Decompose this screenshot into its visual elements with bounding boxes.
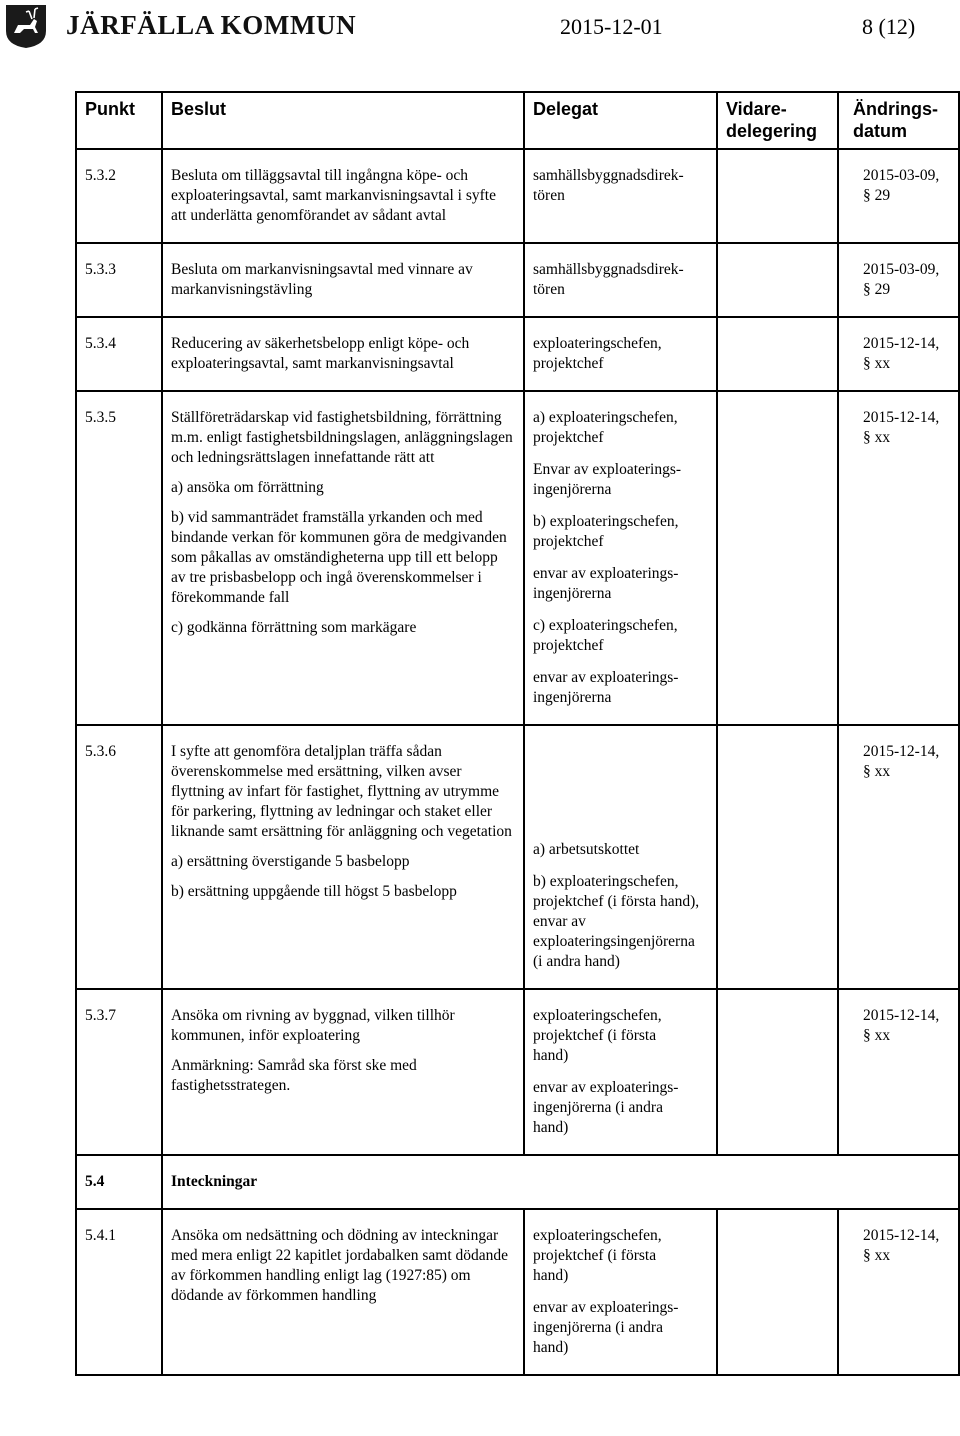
delegat-cell: [524, 149, 717, 243]
punkt-cell: 5.3.5: [76, 391, 162, 725]
punkt-cell: 5.4.1: [76, 1209, 162, 1375]
beslut-paragraph: Ansöka om rivning av byggnad, vilken tillhör kommunen, inför exploatering: [171, 1007, 455, 1044]
beslut-paragraph: Ställföreträdarskap vid fastighetsbildning, förrättning m.m. enligt fastighetsbildningslagen, anläggningslagen och ledningsrättslagen innefattande rätt att: [171, 409, 513, 466]
beslut-cell: [162, 989, 524, 1155]
delegat-item: envar av exploaterings- ingenjörerna: [533, 565, 679, 602]
beslut-paragraph: I syfte att genomföra detaljplan träffa sådan överenskommelse med ersättning, vilken avser flyttning av infart för fastighet, flyttning av utrymme för parkering, flyttning av ledningar och staket eller liknande samt ersättning för anläggning och vegetation: [171, 743, 512, 840]
beslut-paragraph: a) ersättning överstigande 5 basbelopp: [171, 853, 410, 870]
vidaredelegering-cell: [717, 989, 838, 1155]
beslut-cell: [162, 149, 524, 243]
th-delegat: Delegat: [524, 92, 717, 149]
section-number: 5.4: [76, 1155, 162, 1209]
vidaredelegering-cell: [717, 149, 838, 243]
table-row: [76, 1209, 959, 1375]
beslut-paragraph: b) ersättning uppgående till högst 5 basbelopp: [171, 883, 457, 900]
reindeer-seal-icon: [4, 3, 48, 49]
delegat-item: exploateringschefen, projektchef (i första hand): [533, 1227, 662, 1284]
th-punkt: Punkt: [76, 92, 162, 149]
th-beslut: Beslut: [162, 92, 524, 149]
beslut-cell: [162, 1209, 524, 1375]
table-row: [76, 317, 959, 391]
delegat-item: envar av exploaterings- ingenjörerna (i andra hand): [533, 1299, 679, 1356]
vidaredelegering-cell: [717, 1209, 838, 1375]
section-title: Inteckningar: [162, 1155, 959, 1209]
beslut-cell: [162, 725, 524, 989]
delegat-item: a) arbetsutskottet: [533, 841, 640, 858]
delegat-item: a) exploateringschefen, projektchef: [533, 409, 678, 446]
vidaredelegering-cell: [717, 725, 838, 989]
delegat-item: samhällsbyggnadsdirek- tören: [533, 167, 684, 204]
beslut-cell: [162, 243, 524, 317]
andringsdatum-cell: 2015-12-14, § xx: [838, 317, 959, 391]
andringsdatum-cell: 2015-12-14, § xx: [838, 391, 959, 725]
vidaredelegering-cell: [717, 391, 838, 725]
andringsdatum-cell: 2015-03-09, § 29: [838, 243, 959, 317]
beslut-paragraph: Reducering av säkerhetsbelopp enligt köpe- och exploateringsavtal, samt markanvisningsavtal: [171, 335, 470, 372]
table-row: [76, 989, 959, 1155]
delegat-item: Envar av exploaterings- ingenjörerna: [533, 461, 682, 498]
andringsdatum-cell: 2015-12-14, § xx: [838, 1209, 959, 1375]
delegat-item: exploateringschefen, projektchef: [533, 335, 662, 372]
table-body: [76, 149, 959, 1375]
punkt-cell: 5.3.7: [76, 989, 162, 1155]
beslut-paragraph: Ansöka om nedsättning och dödning av inteckningar med mera enligt 22 kapitlet jordabalken samt dödande av förkommen handling enligt lag (1927:85) om dödande av förkommen handling: [171, 1227, 509, 1304]
andringsdatum-cell: 2015-03-09, § 29: [838, 149, 959, 243]
andringsdatum-cell: 2015-12-14, § xx: [838, 725, 959, 989]
beslut-paragraph: Besluta om markanvisningsavtal med vinnare av markanvisningstävling: [171, 261, 473, 298]
delegat-cell: [524, 391, 717, 725]
delegat-item: envar av exploaterings- ingenjörerna: [533, 669, 679, 706]
delegat-cell: [524, 989, 717, 1155]
punkt-cell: 5.3.2: [76, 149, 162, 243]
delegat-item: b) exploateringschefen, projektchef: [533, 513, 679, 550]
vidaredelegering-cell: [717, 317, 838, 391]
document-date: 2015-12-01: [560, 14, 663, 39]
th-vidaredelegering: Vidare- delegering: [717, 92, 838, 149]
punkt-cell: 5.3.4: [76, 317, 162, 391]
table-row: [76, 725, 959, 989]
delegat-item: exploateringschefen, projektchef (i första hand): [533, 1007, 662, 1064]
beslut-paragraph: b) vid sammanträdet framställa yrkanden och med bindande verkan för kommunen göra de medgivanden som påkallas av omständigheterna upp till ett belopp av tre prisbasbelopp och ingå överenskommelser i förekommande fall: [171, 509, 507, 606]
th-andringsdatum: Ändrings- datum: [838, 92, 959, 149]
section-row: [76, 1155, 959, 1209]
beslut-cell: [162, 391, 524, 725]
delegat-cell: [524, 243, 717, 317]
vidaredelegering-cell: [717, 243, 838, 317]
beslut-paragraph: Anmärkning: Samråd ska först ske med fastighetsstrategen.: [171, 1057, 417, 1094]
delegation-table: [75, 91, 960, 1376]
delegat-cell: [524, 317, 717, 391]
delegat-cell: [524, 1209, 717, 1375]
delegat-cell: [524, 725, 717, 989]
page-number: 8 (12): [862, 14, 916, 39]
beslut-paragraph: Besluta om tilläggsavtal till ingångna köpe- och exploateringsavtal, samt markanvisningsavtal i syfte att underlätta genomförandet av sådant avtal: [171, 167, 496, 224]
punkt-cell: 5.3.3: [76, 243, 162, 317]
logo-text: JÄRFÄLLA KOMMUN: [66, 10, 357, 40]
delegat-item: envar av exploaterings- ingenjörerna (i andra hand): [533, 1079, 679, 1136]
andringsdatum-cell: 2015-12-14, § xx: [838, 989, 959, 1155]
punkt-cell: 5.3.6: [76, 725, 162, 989]
delegat-item: c) exploateringschefen, projektchef: [533, 617, 678, 654]
delegat-item: samhällsbyggnadsdirek- tören: [533, 261, 684, 298]
table-row: [76, 149, 959, 243]
table-row: [76, 243, 959, 317]
table-row: [76, 391, 959, 725]
beslut-paragraph: c) godkänna förrättning som markägare: [171, 619, 417, 636]
beslut-cell: [162, 317, 524, 391]
beslut-paragraph: a) ansöka om förrättning: [171, 479, 324, 496]
page-header: [0, 0, 960, 60]
table-header-row: [76, 92, 959, 149]
delegat-item: b) exploateringschefen, projektchef (i första hand), envar av exploateringsingenjörerna (i andra hand): [533, 873, 700, 970]
